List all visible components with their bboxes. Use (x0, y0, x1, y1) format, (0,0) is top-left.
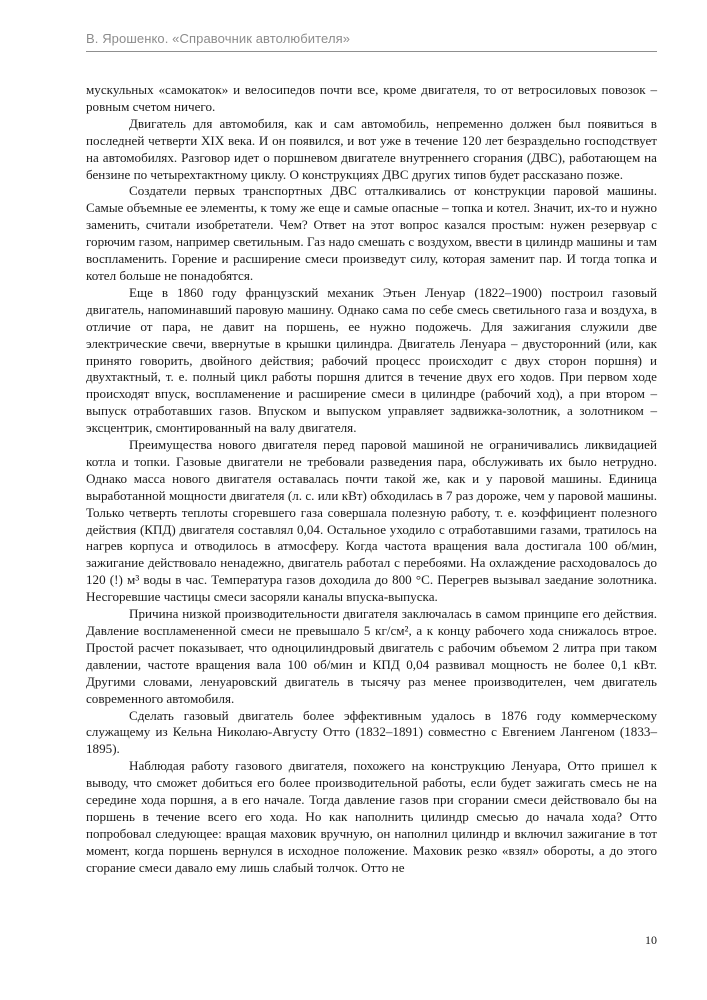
paragraph-2: Двигатель для автомобиля, как и сам автомобиль, непременно должен был появиться в последней четверти XIX века. И он появился, и вот уже в течение 120 лет безраздельно господствует на автомобилях. Разговор идет о поршневом двигателе внутреннего сгорания (ДВС), работающем на бензине по четырехтактному циклу. О конструкциях ДВС других типов будет рассказано позже. (86, 115, 657, 182)
paragraph-1: мускульных «самокаток» и велосипедов почти все, кроме двигателя, то от ветросиловых повозок – ровным счетом ничего. (86, 82, 657, 114)
paragraph-4: Еще в 1860 году французский механик Этьен Ленуар (1822–1900) построил газовый двигатель, напоминавший паровую машину. Однако сама по себе смесь светильного газа и воздуха, в отличие от пара, не давит на поршень, ее нужно подожечь. Для зажигания служили две электрические свечи, ввернутые в крышки цилиндра. Двигатель Ленуара – двусторонний (или, как принято говорить, двойного действия; рабочий процесс происходит с двух сторон поршня) и двухтактный, т. е. полный цикл работы поршня длится в течение двух его ходов. При первом ходе происходят впуск, воспламенение и расширение смеси в цилиндре (рабочий ход), а при втором – выпуск отработавших газов. Впуском и выпуском управляет задвижка-золотник, а золотником – эксцентрик, смонтированный на валу двигателя. (86, 284, 657, 436)
body-text (86, 82, 657, 877)
paragraph-3: Создатели первых транспортных ДВС отталкивались от конструкции паровой машины. Самые объемные ее элементы, к тому же еще и самые опасные – топка и котел. Значит, их-то и нужно заменить, считали изобретатели. Чем? Ответ на этот вопрос казался простым: нужен резервуар с горючим газом, например светильным. Газ надо смешать с воздухом, ввести в цилиндр машины и там воспламенить. Горение и расширение смеси произведут силу, которая заменит пар. И тогда топка и котел больше не понадобятся. (86, 183, 657, 283)
header-divider (86, 51, 657, 52)
paragraph-5: Преимущества нового двигателя перед паровой машиной не ограничивались ликвидацией котла и топки. Газовые двигатели не требовали разведения пара, обслуживать их было нетрудно. Однако масса нового двигателя оставалась почти такой же, как и у паровой машины. Единица выработанной мощности двигателя (л. с. или кВт) обходилась в 7 раз дороже, чем у паровой машины. Только четверть теплоты сгоревшего газа совершала полезную работу, т. е. коэффициент полезного действия (КПД) двигателя составлял 0,04. Остальное уходило с отработавшими газами, тратилось на нагрев корпуса и отводилось в атмосферу. Когда частота вращения вала достигала 100 об/мин, зажигание действовало ненадежно, двигатель работал с перебоями. На охлаждение расходовалось до 120 (!) м³ воды в час. Температура газов доходила до 800 °С. Перегрев вызывал заедание золотника. Несгоревшие частицы смеси засоряли каналы впуска-выпуска. (86, 437, 657, 605)
paragraph-6: Причина низкой производительности двигателя заключалась в самом принципе его действия. Давление воспламененной смеси не превышало 5 кг/см², а к концу рабочего хода снижалось втрое. Простой расчет показывает, что одноцилиндровый двигатель с рабочим объемом 2 литра при таком давлении, частоте вращения вала 100 об/мин и КПД 0,04 развивал мощность не более 0,1 кВт. Другими словами, ленуаровский двигатель в тысячу раз менее производителен, чем двигатель современного автомобиля. (86, 606, 657, 706)
running-header: В. Ярошенко. «Справочник автолюбителя» (86, 31, 351, 46)
paragraph-8: Наблюдая работу газового двигателя, похожего на конструкцию Ленуара, Отто пришел к выводу, что сможет добиться его более производительной работы, если будет зажигать смесь не на середине хода поршня, а в его начале. Тогда давление газов при сгорании смеси действовало бы на поршень в течение всего его хода. Но как наполнить цилиндр смесью до начала хода? Отто попробовал следующее: вращая маховик вручную, он наполнил цилиндр и включил зажигание в тот момент, когда поршень вернулся в исходное положение. Маховик резко «взял» обороты, а до этого сгорание смеси давало ему лишь слабый толчок. Отто не (86, 758, 657, 875)
paragraph-7: Сделать газовый двигатель более эффективным удалось в 1876 году коммерческому служащему из Кельна Николаю-Августу Отто (1832–1891) совместно с Евгением Лангеном (1833–1895). (86, 707, 657, 757)
page-number: 10 (645, 933, 657, 947)
